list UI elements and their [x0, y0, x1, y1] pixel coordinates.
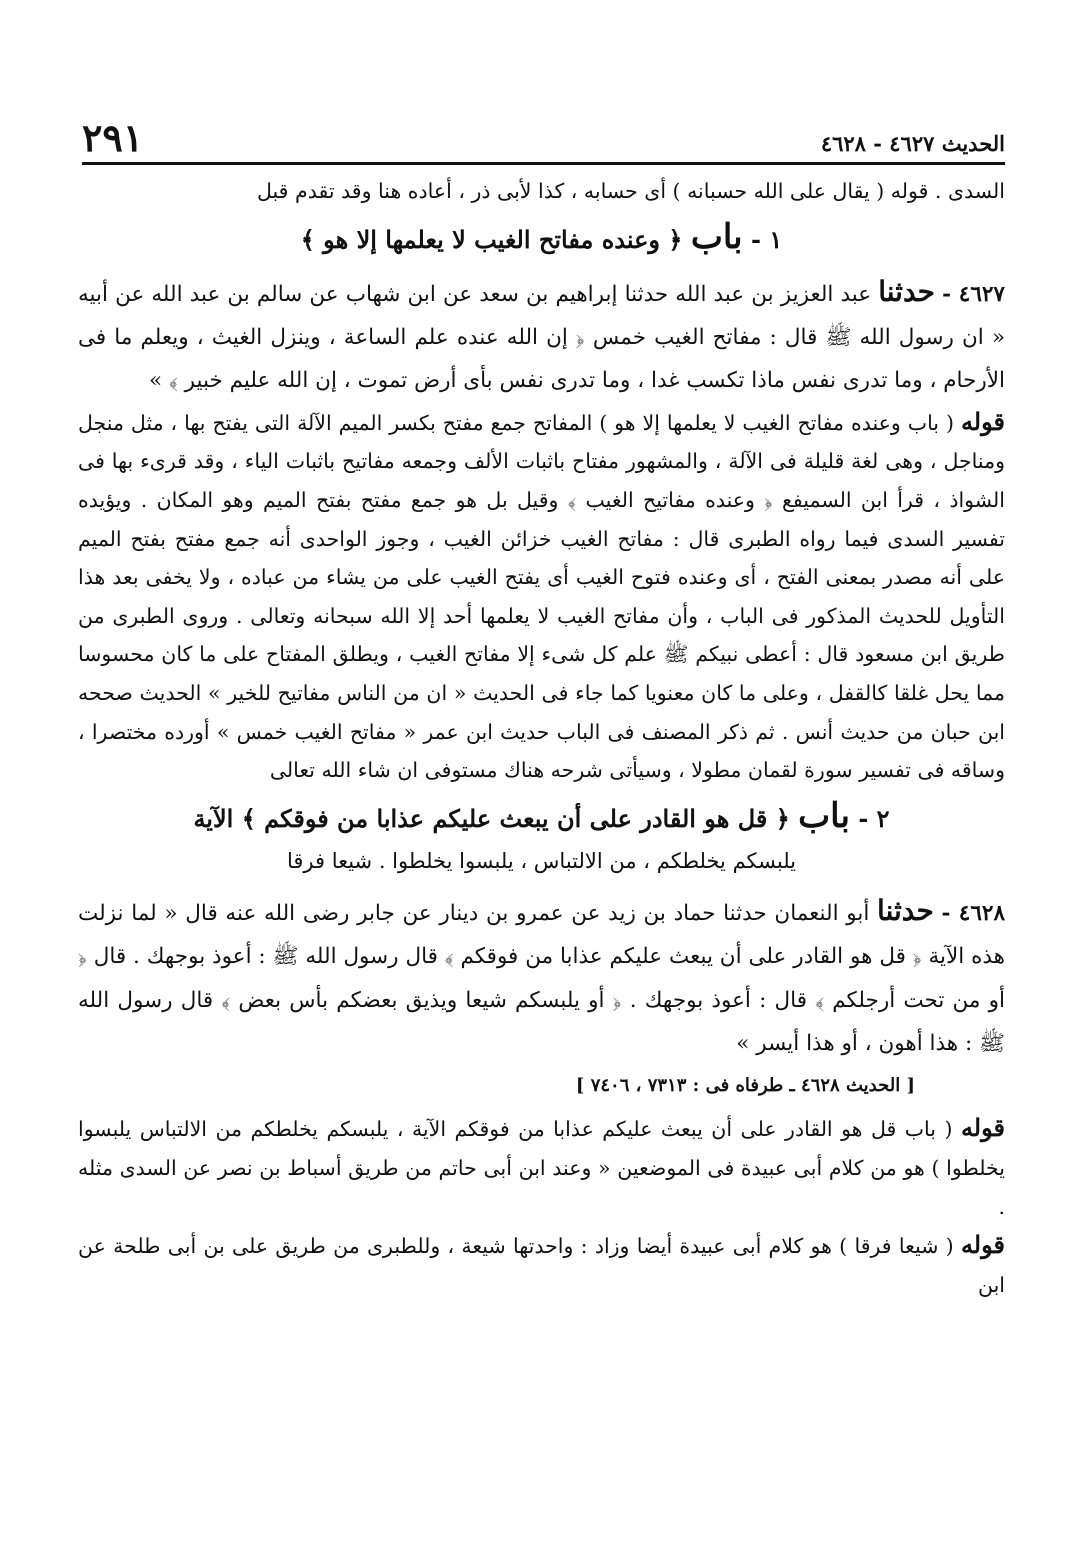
haddathana-word: حدثنا	[877, 893, 934, 927]
intro-line: السدى . قوله ( يقال على الله حسبانه ) أى حسابه ، كذا لأبى ذر ، أعاده هنا وقد تقدم قبل	[256, 179, 1005, 203]
hadith-text: أبو النعمان حدثنا حماد بن زيد عن عمرو بن دينار عن جابر رضى الله عنه قال « لما نزلت هذه الآية ﴿ قل هو القادر على أن يبعث عليكم عذابا من فوقكم ﴾ قال رسول الله ﷺ : أعوذ بوجهك . قال ﴿ أو من تحت أرجلكم ﴾ قال : أعوذ بوجهك . ﴿ أو يلبسكم شيعا ويذيق بعضكم بأس بعض ﴾ قال رسول الله ﷺ : هذا أهون ، أو هذا أيسر »	[78, 900, 1005, 1056]
commentary-text: ( شيعا فرقا ) هو كلام أبى عبيدة أيضا وزاد : واحدتها شيعة ، وللطبرى من طريق على بن أبى طلحة عن ابن	[78, 1234, 1005, 1297]
hadith-number: ٤٦٢٨ -	[941, 900, 1005, 926]
haddathana-word: حدثنا	[878, 274, 935, 308]
hadith-4628	[78, 889, 1005, 1066]
commentary-paragraph-3	[78, 1226, 1005, 1304]
chapter-number: ١ -	[751, 224, 783, 254]
chapter-number: ٢ -	[858, 803, 890, 833]
chapter-word: باب	[798, 795, 850, 836]
chapter-subtitle: يلبسكم يخلطكم ، من الالتباس ، يلبسوا يخلطوا . شيعا فرقا	[286, 848, 797, 873]
commentary-keyword: قوله	[960, 1113, 1005, 1143]
commentary-paragraph-2	[78, 1109, 1005, 1226]
commentary-text: ( باب وعنده مفاتح الغيب لا يعلمها إلا هو ) المفاتح جمع مفتح بكسر الميم الآلة التى يفتح بها ، مثل منجل ومناجل ، وهى لغة قليلة فى الآلة ، والمشهور مفتاح باثبات الألف وجمعه مفاتيح باثبات الياء ، وقد قرىء بها فى الشواذ ، قرأ ابن السميفع ﴿ وعنده مفاتيح الغيب ﴾ وقيل بل هو جمع مفتح بفتح الميم وهو المكان . ويؤيده تفسير السدى فيما رواه الطبرى قال : مفاتح الغيب خزائن الغيب ، وجوز الواحدى أنه جمع مفتح بفتح الميم على أنه مصدر بمعنى الفتح ، أى وعنده فتوح الغيب أى يفتح الغيب على من يشاء من عباده ، ولا يخفى بعد هذا التأويل للحديث المذكور فى الباب ، وأن مفاتح الغيب لا يعلمها أحد إلا الله سبحانه وتعالى . وروى الطبرى من طريق ابن مسعود قال : أعطى نبيكم ﷺ علم كل شىء إلا مفاتح الغيب ، ويطلق المفتاح على ما كان محسوسا مما يحل غلقا كالقفل ، وعلى ما كان معنويا كما جاء فى الحديث « ان من الناس مفاتيح للخير » الحديث صححه ابن حبان من حديث أنس . ثم ذكر المصنف فى الباب حديث ابن عمر « مفاتح الغيب خمس » أورده مختصرا ، وساقه فى تفسير سورة لقمان مطولا ، وسيأتى شرحه هناك مستوفى ان شاء الله تعالى	[78, 410, 1005, 783]
page-header	[82, 108, 1005, 165]
chapter-heading-1	[78, 215, 1005, 262]
running-title: الحديث ٤٦٢٧ - ٤٦٢٨	[820, 131, 1005, 156]
commentary-paragraph-1	[78, 403, 1005, 790]
hadith-4627	[78, 270, 1005, 403]
page-body	[78, 172, 1005, 1304]
commentary-text: ( باب قل هو القادر على أن يبعث عليكم عذابا من فوقكم الآية ، يلبسكم يخلطكم من الالتباس يلبسوا يخلطوا ) هو من كلام أبى عبيدة فى الموضعين « وعند ابن أبى حاتم من طريق أسباط بن نصر عن السدى مثله .	[78, 1117, 1005, 1219]
hadith-number: ٤٦٢٧ -	[942, 281, 1005, 307]
commentary-keyword: قوله	[960, 1230, 1005, 1260]
chapter-heading-2	[78, 794, 1005, 881]
hadith-cross-reference: [ الحديث ٤٦٢٨ ـ طرفاه فى : ٧٣١٣ ، ٧٤٠٦ ]	[575, 1075, 915, 1097]
hadith-text: عبد العزيز بن عبد الله حدثنا إبراهيم بن سعد عن ابن شهاب عن سالم بن عبد الله عن أبيه « ان رسول الله ﷺ قال : مفاتح الغيب خمس ﴿ إن الله عنده علم الساعة ، وينزل الغيث ، ويعلم ما فى الأرحام ، وما تدرى نفس ماذا تكسب غدا ، وما تدرى نفس بأى أرض تموت ، إن الله عليم خبير ﴾ »	[78, 281, 1005, 394]
chapter-title: ﴿ قل هو القادر على أن يبعث عليكم عذابا من فوقكم ﴾ الآية	[193, 803, 790, 833]
chapter-title: ﴿ وعنده مفاتح الغيب لا يعلمها إلا هو ﴾	[300, 224, 683, 254]
commentary-keyword: قوله	[960, 406, 1005, 436]
page-number: ٢٩١	[82, 115, 144, 160]
chapter-word: باب	[690, 216, 743, 257]
